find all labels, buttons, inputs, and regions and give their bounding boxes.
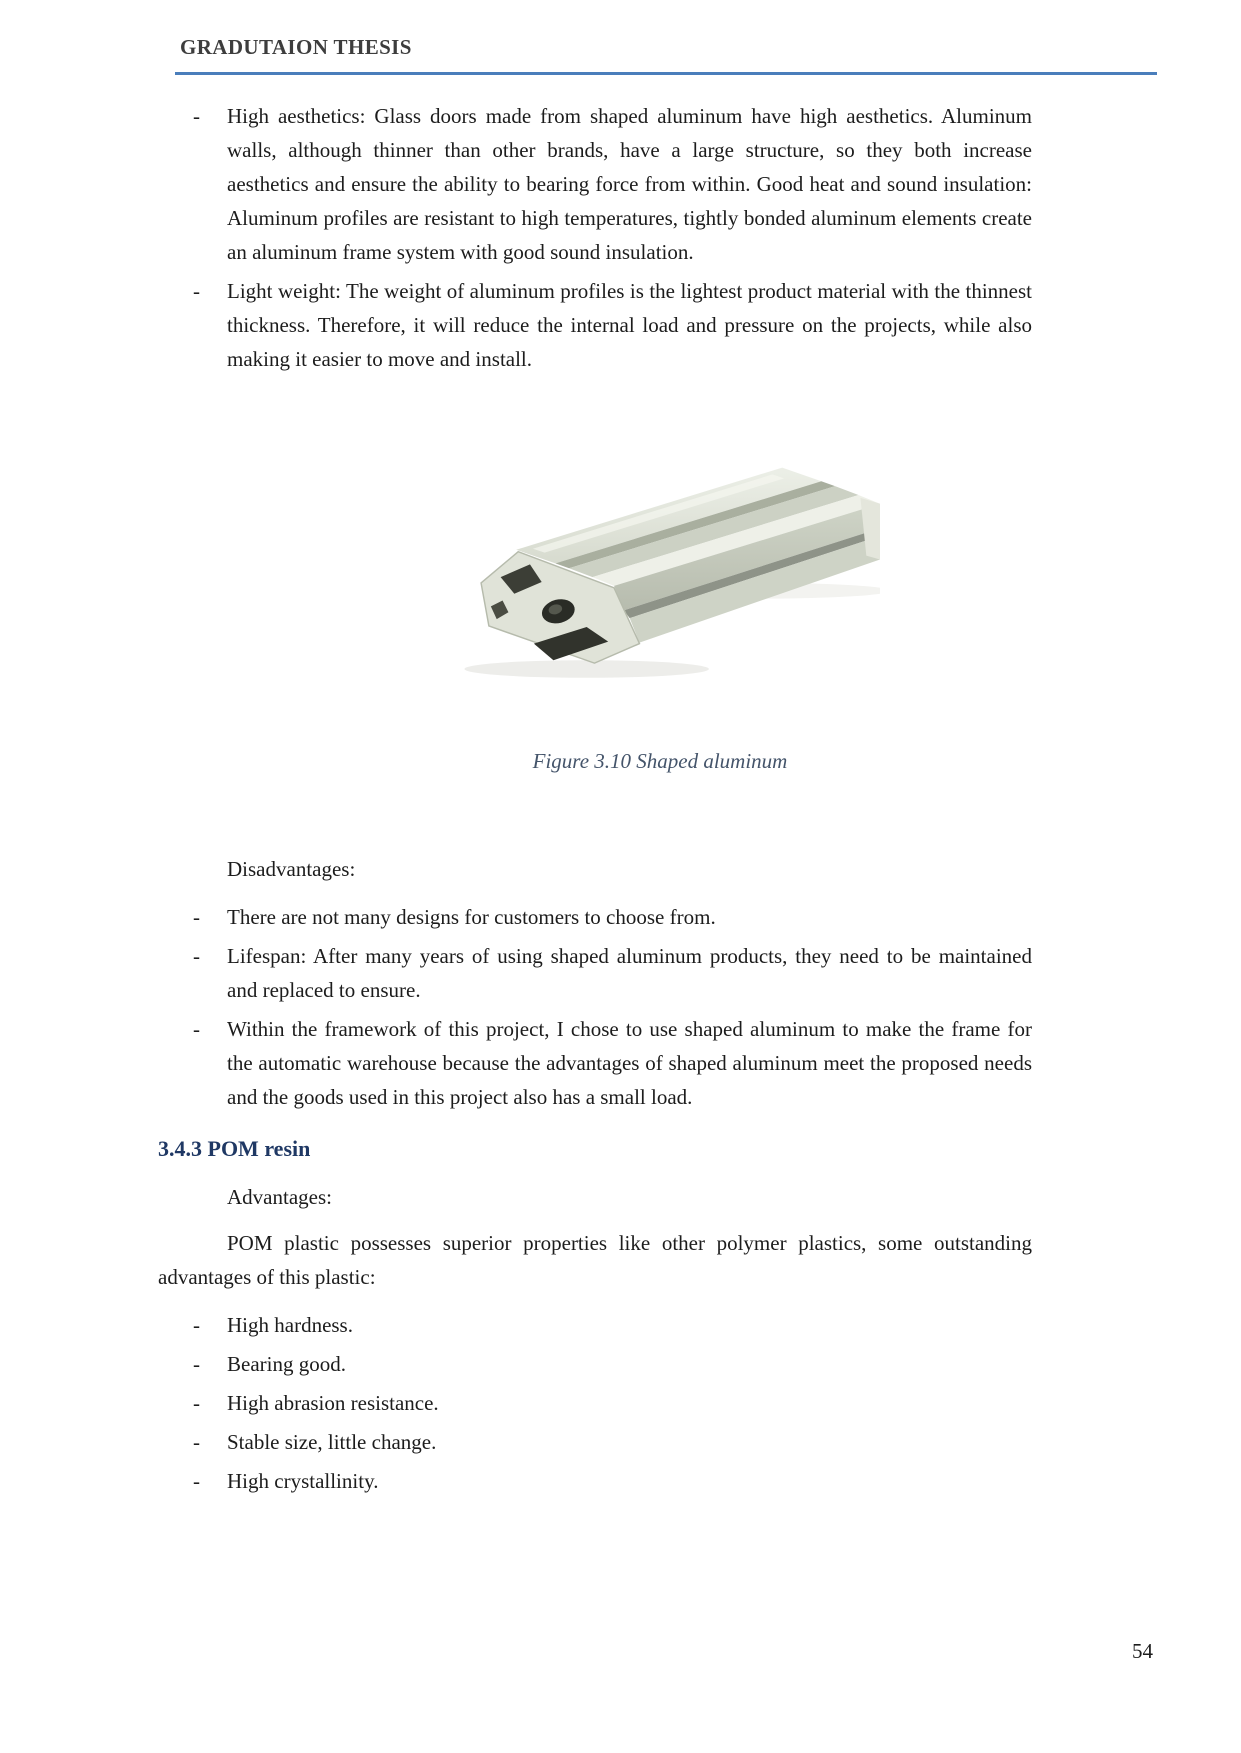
disadvantages-label: Disadvantages: bbox=[227, 857, 356, 881]
list-item: - Light weight: The weight of aluminum profiles is the lightest product material with the thinnest thickness. Therefore, it will reduce the internal load and pressure on the projects, while also making it easier to move and install. bbox=[158, 274, 1032, 376]
page-header bbox=[175, 34, 1157, 75]
list-item: - High aesthetics: Glass doors made from shaped aluminum have high aesthetics. Aluminum walls, although thinner than other brands, have a large structure, so they both increase aesthetics and ensure the ability to bearing force from within. Good heat and sound insulation: Aluminum profiles are resistant to high temperatures, tightly bonded aluminum elements create an aluminum frame system with good sound insulation. bbox=[158, 99, 1032, 269]
shaped-aluminum-image bbox=[440, 434, 880, 684]
page-content bbox=[158, 99, 1032, 1498]
list-item: - Within the framework of this project, I chose to use shaped aluminum to make the frame for the automatic warehouse because the advantages of shaped aluminum meet the proposed needs and the goods used in this project also has a small load. bbox=[158, 1012, 1032, 1114]
section-heading-pom-resin: 3.4.3 POM resin bbox=[158, 1136, 311, 1161]
shaped-aluminum-profile-illustration bbox=[440, 434, 880, 684]
aluminum-disadvantages-list bbox=[158, 900, 1032, 1114]
list-item: - High crystallinity. bbox=[158, 1464, 1032, 1498]
figure-shaped-aluminum bbox=[158, 434, 1032, 778]
list-item: - High abrasion resistance. bbox=[158, 1386, 1032, 1420]
aluminum-advantages-list bbox=[158, 99, 1032, 376]
figure-caption: Figure 3.10 Shaped aluminum bbox=[532, 749, 788, 773]
running-header-title: GRADUTAION THESIS bbox=[180, 35, 412, 59]
page-number: 54 bbox=[1132, 1639, 1153, 1663]
list-item: - Stable size, little change. bbox=[158, 1425, 1032, 1459]
advantages-label: Advantages: bbox=[227, 1185, 332, 1209]
list-item: - There are not many designs for customers to choose from. bbox=[158, 900, 1032, 934]
pom-properties-list bbox=[158, 1308, 1032, 1498]
list-item: - High hardness. bbox=[158, 1308, 1032, 1342]
list-item: - Lifespan: After many years of using shaped aluminum products, they need to be maintained and replaced to ensure. bbox=[158, 939, 1032, 1007]
pom-intro-paragraph: POM plastic possesses superior properties like other polymer plastics, some outstanding advantages of this plastic: bbox=[158, 1231, 1032, 1289]
list-item: - Bearing good. bbox=[158, 1347, 1032, 1381]
